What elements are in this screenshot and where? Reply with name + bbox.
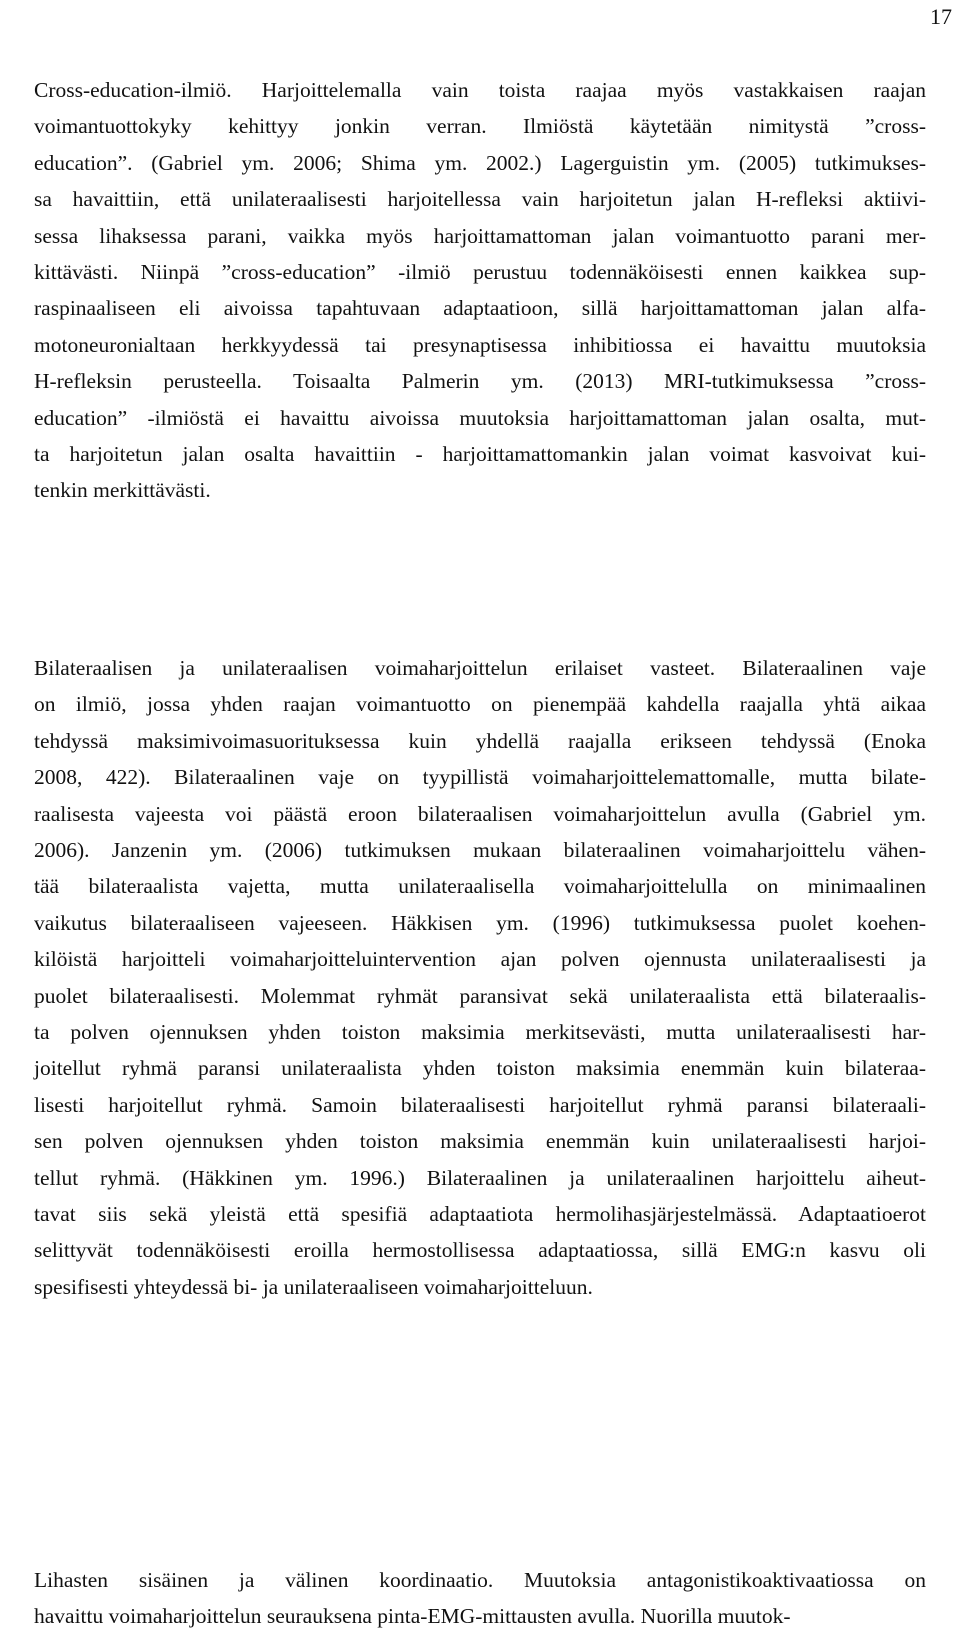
text-line: Cross-education-ilmiö. Harjoittelemalla vain toista raajaa myös vastakkaisen raajan [34,78,926,102]
text-line: H-refleksin perusteella. Toisaalta Palmerin ym. (2013) MRI-tutkimuksessa ”cross- [34,369,926,394]
text-line: vaikutus bilateraaliseen vajeeseen. Häkkisen ym. (1996) tutkimuksessa puolet koehen- [34,910,926,935]
text-line: lisesti harjoitellut ryhmä. Samoin bilateraalisesti harjoitellut ryhmä paransi bilateraali- [34,1092,926,1117]
page-number: 17 [930,4,952,29]
text-line: sessa lihaksessa parani, vaikka myös harjoittamattoman jalan voimantuotto parani mer- [34,223,926,248]
text-line: kittävästi. Niinpä ”cross-education” -ilmiö perustuu todennäköisesti ennen kaikkea sup- [34,260,926,284]
text-line: raalisesta vajeesta voi päästä eroon bilateraalisen voimaharjoittelun avulla (Gabriel ym. [34,801,926,826]
text-line: education”. (Gabriel ym. 2006; Shima ym. 2002.) Lagerguistin ym. (2005) tutkimukses- [34,150,926,175]
text-line: puolet bilateraalisesti. Molemmat ryhmät paransivat sekä unilateraalista että bilateraalis- [34,983,926,1008]
text-line: sen polven ojennuksen yhden toiston maksimia enemmän kuin unilateraalisesti harjoi- [34,1129,926,1154]
text-line: Lihasten sisäinen ja välinen koordinaatio. Muutoksia antagonistikoaktivaatiossa on [34,1568,926,1592]
text-line: selittyvät todennäköisesti eroilla hermostollisessa adaptaatiossa, sillä EMG:n kasvu oli [34,1238,926,1263]
text-line: ta harjoitetun jalan osalta havaittiin - harjoittamattomankin jalan voimat kasvoivat kui- [34,442,926,466]
text-line: 2006). Janzenin ym. (2006) tutkimuksen mukaan bilateraalinen voimaharjoittelu vähen- [34,838,926,862]
text-line: motoneuronialtaan herkkyydessä tai presynaptisessa inhibitiossa ei havaittu muutoksia [34,332,926,357]
text-line: havaittu voimaharjoittelun seurauksena pinta-EMG-mittausten avulla. Nuorilla muutok- [34,1604,791,1629]
text-line: on ilmiö, jossa yhden raajan voimantuotto on pienempää kahdella raajalla yhtä aikaa [34,692,926,717]
text-line: tavat siis sekä yleistä että spesifiä adaptaatiota hermolihasjärjestelmässä. Adaptaatioerot [34,1202,926,1226]
text-line: kilöistä harjoitteli voimaharjoitteluintervention ajan polven ojennusta unilateraalisesti ja [34,947,926,972]
text-line: spesifisesti yhteydessä bi- ja unilateraaliseen voimaharjoitteluun. [34,1274,593,1299]
text-line: ta polven ojennuksen yhden toiston maksimia merkitsevästi, mutta unilateraalisesti har- [34,1020,926,1044]
text-line: tenkin merkittävästi. [34,478,211,503]
text-line: raspinaaliseen eli aivoissa tapahtuvaan adaptaatioon, sillä harjoittamattoman jalan alfa- [34,296,926,321]
text-line: joitellut ryhmä paransi unilateraalista yhden toiston maksimia enemmän kuin bilateraa- [34,1056,926,1081]
text-line: education” -ilmiöstä ei havaittu aivoissa muutoksia harjoittamattoman jalan osalta, mut- [34,405,926,430]
text-line: tellut ryhmä. (Häkkinen ym. 1996.) Bilateraalinen ja unilateraalinen harjoittelu aiheut- [34,1165,926,1190]
text-line: Bilateraalisen ja unilateraalisen voimaharjoittelun erilaiset vasteet. Bilateraalinen vaje [34,656,926,680]
text-line: tää bilateraalista vajetta, mutta unilateraalisella voimaharjoittelulla on minimaalinen [34,874,926,899]
text-line: sa havaittiin, että unilateraalisesti harjoitellessa vain harjoitetun jalan H-refleksi aktiivi- [34,187,926,212]
text-line: voimantuottokyky kehittyy jonkin verran. Ilmiöstä käytetään nimitystä ”cross- [34,114,926,139]
text-line: 2008, 422). Bilateraalinen vaje on tyypillistä voimaharjoittelemattomalle, mutta bilate- [34,765,926,790]
text-line: tehdyssä maksimivoimasuorituksessa kuin yhdellä raajalla erikseen tehdyssä (Enoka [34,728,926,753]
